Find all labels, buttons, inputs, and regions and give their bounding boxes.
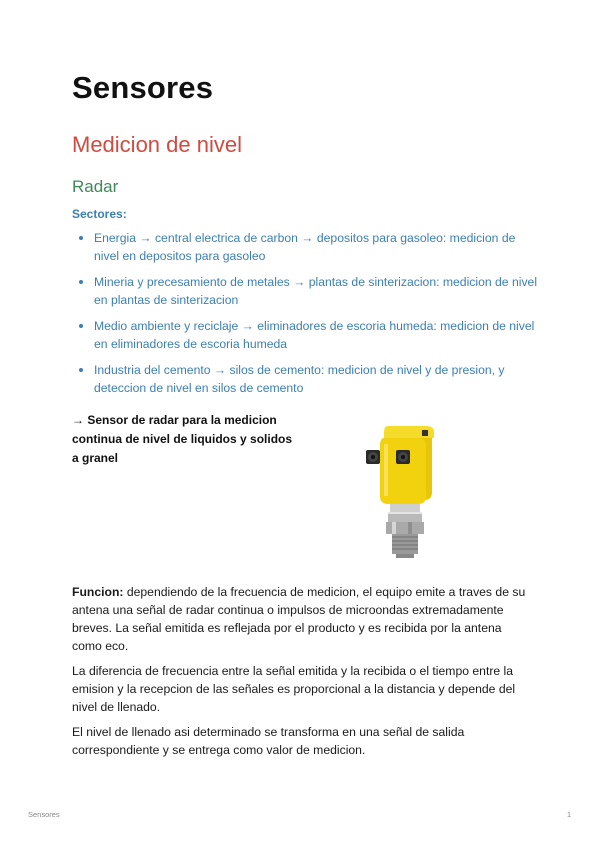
list-item xyxy=(72,229,542,265)
sectors-list xyxy=(72,229,542,405)
bullet-icon xyxy=(79,324,83,328)
footer-title: Sensores xyxy=(28,810,60,819)
bullet-icon xyxy=(79,280,83,284)
function-label: Funcion: xyxy=(72,585,124,599)
radar-sensor-image xyxy=(362,420,452,560)
list-item xyxy=(72,317,542,353)
function-text: dependiendo de la frecuencia de medicion, el equipo emite a traves de su antena una señal de radar continua o impulsos de microondas extremadamente breves. La señal emitida es reflejada por el producto y es recibida por la antena como eco. xyxy=(72,585,526,653)
sector-text: Mineria y precesamiento de metales → plantas de sinterizacion: medicion de nivel en plantas de sinterizacion xyxy=(94,275,538,307)
list-item xyxy=(72,361,542,397)
bullet-icon xyxy=(79,236,83,240)
bullet-icon xyxy=(79,368,83,372)
sectors-heading: Sectores: xyxy=(72,207,127,221)
sector-text: Industria del cemento → silos de cemento: medicion de nivel y de presion, y deteccion de nivel en silos de cemento xyxy=(94,363,505,395)
function-paragraph xyxy=(72,583,532,655)
sector-text: Energia → central electrica de carbon → depositos para gasoleo: medicion de nivel en depositos para gasoleo xyxy=(94,231,516,263)
list-item xyxy=(72,273,542,309)
section-heading: Medicion de nivel xyxy=(72,132,242,157)
page-number: 1 xyxy=(567,810,572,819)
frequency-paragraph: La diferencia de frecuencia entre la señal emitida y la recibida o el tiempo entre la emision y la recepcion de las señales es proporcional a la distancia y depende del nivel de llenado. xyxy=(72,664,516,714)
sensor-caption: → Sensor de radar para la medicion continua de nivel de liquidos y solidos a granel xyxy=(72,413,293,465)
output-paragraph: El nivel de llenado asi determinado se transforma en una señal de salida correspondiente y se entrega como valor de medicion. xyxy=(72,725,465,757)
sector-text: Medio ambiente y reciclaje → eliminadores de escoria humeda: medicion de nivel en eliminadores de escoria humeda xyxy=(94,319,535,351)
subsection-heading: Radar xyxy=(72,177,119,196)
page-title: Sensores xyxy=(72,70,214,105)
